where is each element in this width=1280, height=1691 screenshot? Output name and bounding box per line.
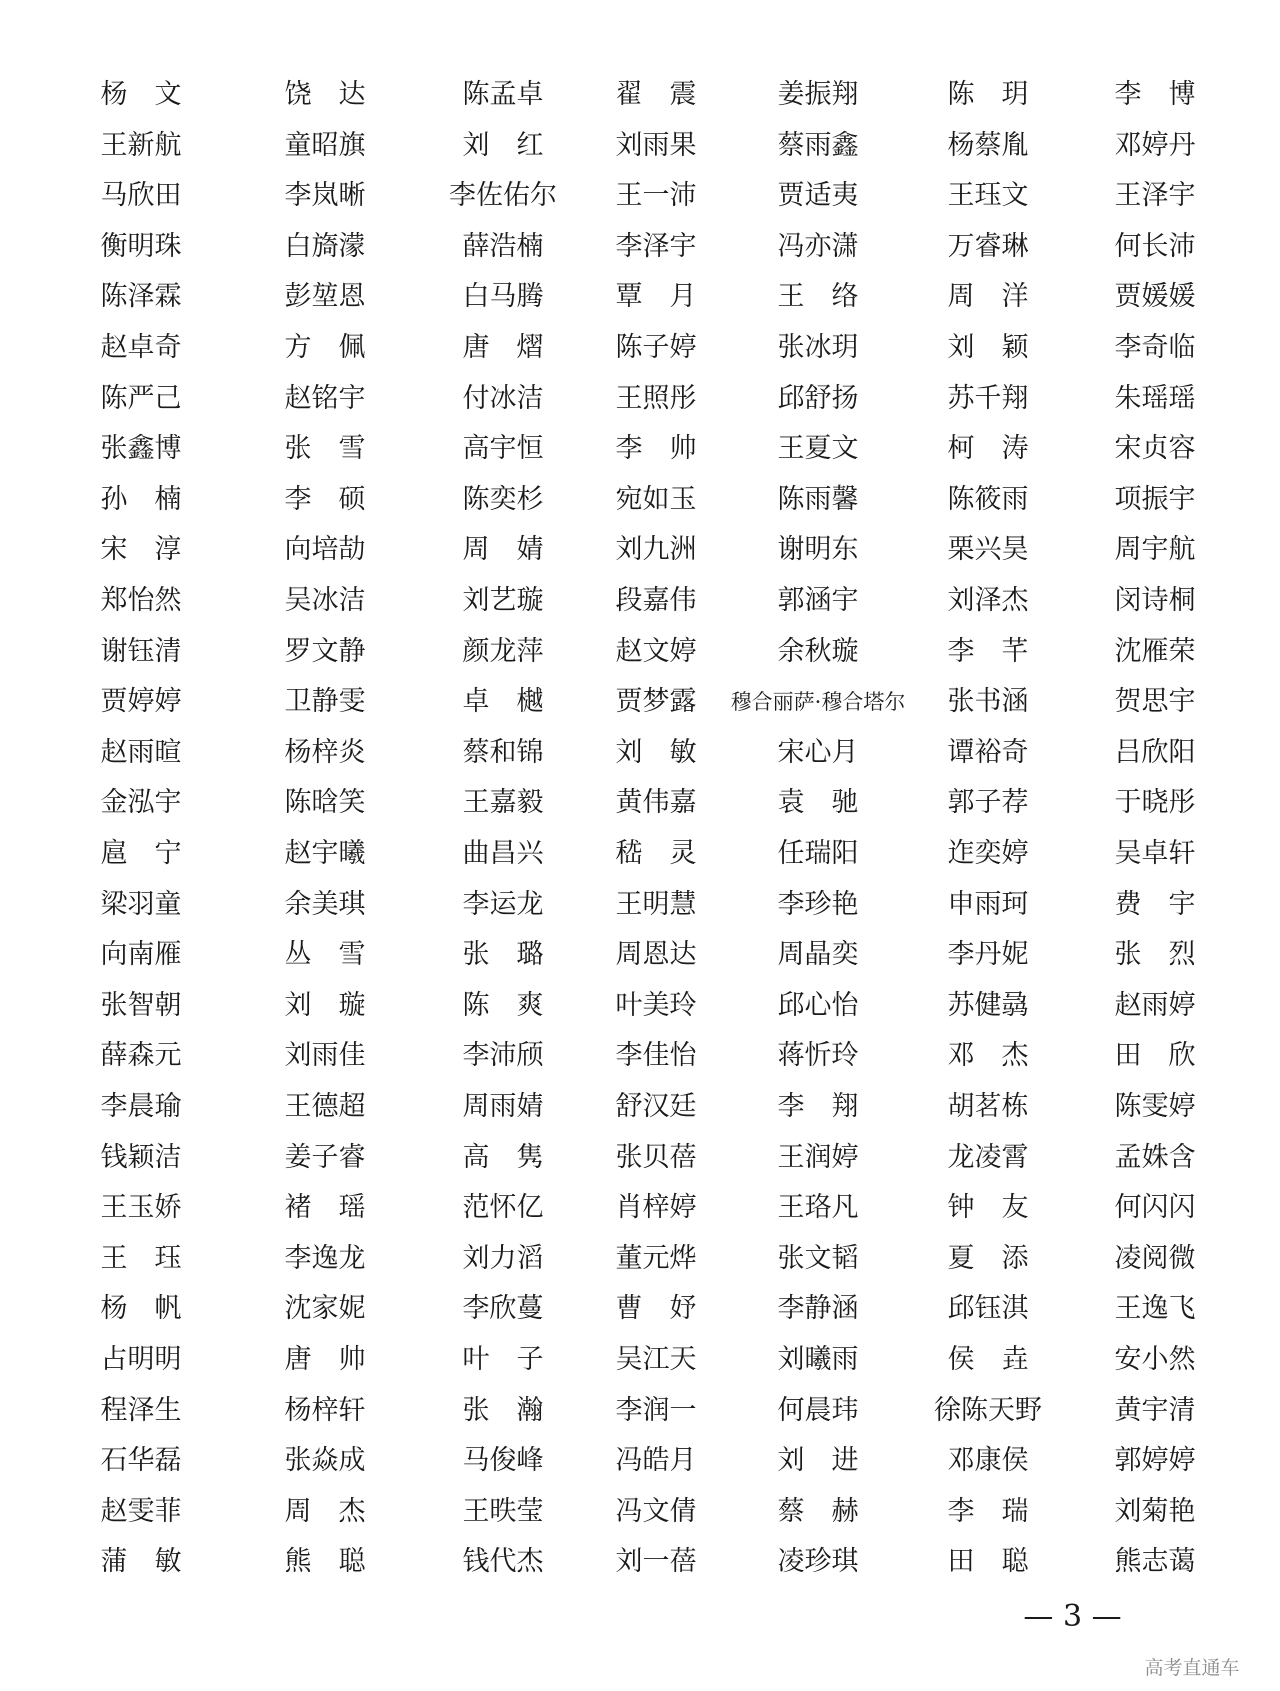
name-cell: 申雨珂 (947, 888, 1029, 920)
name-cell: 李 瑞 (947, 1495, 1029, 1527)
name-cell: 唐 熠 (462, 332, 544, 363)
name-cell: 陈 爽 (462, 989, 544, 1021)
name-cell: 王 络 (777, 281, 859, 313)
name-cell: 丛 雪 (284, 939, 366, 971)
name-row (0, 1436, 1280, 1486)
name-cell: 谢钰清 (100, 635, 182, 667)
name-cell: 李欣蔓 (462, 1293, 544, 1325)
name-cell: 安小然 (1114, 1344, 1196, 1375)
name-cell: 陈严己 (100, 382, 182, 414)
name-cell: 杨蔡胤 (947, 129, 1029, 161)
name-cell: 卓 樾 (462, 686, 544, 718)
name-cell: 刘雨佳 (284, 1040, 366, 1072)
name-cell: 扈 宁 (100, 838, 182, 869)
name-cell: 李 博 (1114, 79, 1196, 110)
name-cell: 周宇航 (1114, 534, 1196, 566)
name-cell: 彭堃恩 (284, 281, 366, 313)
name-row (0, 1183, 1280, 1233)
name-cell: 刘艺璇 (462, 585, 544, 616)
name-cell: 余秋璇 (777, 635, 859, 667)
name-cell: 叶美玲 (615, 989, 697, 1021)
watermark: 高考直通车 (1144, 1657, 1240, 1679)
name-cell: 徐陈天野 (934, 1394, 1042, 1426)
name-cell: 张书涵 (947, 686, 1029, 718)
name-cell: 李逸龙 (284, 1242, 366, 1274)
name-row (0, 323, 1280, 373)
name-cell: 范怀亿 (462, 1192, 544, 1224)
name-row (0, 374, 1280, 424)
name-cell: 童昭旗 (284, 129, 366, 161)
name-cell: 罗文静 (284, 635, 366, 667)
name-cell: 周晶奕 (777, 939, 859, 971)
name-cell: 曹 妤 (615, 1293, 697, 1325)
name-cell: 蔡和锦 (462, 736, 544, 768)
name-cell: 刘九洲 (615, 534, 697, 566)
name-cell: 冯文倩 (615, 1495, 697, 1527)
name-cell: 王 珏 (100, 1242, 182, 1274)
name-cell: 陈泽霖 (100, 281, 182, 313)
name-cell: 石华磊 (100, 1445, 182, 1477)
name-cell: 白马腾 (462, 281, 544, 313)
name-row (0, 1284, 1280, 1334)
name-cell: 田 欣 (1114, 1040, 1196, 1072)
name-cell: 熊志蔼 (1114, 1546, 1196, 1578)
name-cell: 付冰洁 (462, 382, 544, 414)
name-cell: 刘力滔 (462, 1242, 544, 1274)
name-cell: 王照彤 (615, 382, 697, 414)
name-cell: 王德超 (284, 1091, 366, 1122)
name-cell: 薛浩楠 (462, 230, 544, 262)
name-cell: 蔡雨鑫 (777, 129, 859, 161)
name-cell: 刘 颖 (947, 332, 1029, 363)
name-cell: 王昳莹 (462, 1495, 544, 1527)
name-cell: 姜子睿 (284, 1141, 366, 1173)
name-cell: 王嘉毅 (462, 787, 544, 819)
name-cell: 于晓彤 (1114, 787, 1196, 819)
name-cell: 刘 红 (462, 129, 544, 161)
name-cell: 闵诗桐 (1114, 585, 1196, 616)
name-row (0, 1082, 1280, 1132)
name-cell: 周雨婧 (462, 1091, 544, 1122)
name-cell: 王明慧 (615, 888, 697, 920)
name-cell: 王新航 (100, 129, 182, 161)
name-cell: 熊 聪 (284, 1546, 366, 1578)
name-cell: 李静涵 (777, 1293, 859, 1325)
name-row (0, 70, 1280, 120)
name-cell: 陈筱雨 (947, 483, 1029, 515)
name-cell: 王珞凡 (777, 1192, 859, 1224)
name-cell: 李珍艳 (777, 888, 859, 920)
name-cell: 周 洋 (947, 281, 1029, 313)
name-cell: 张冰玥 (777, 332, 859, 363)
name-cell: 王泽宇 (1114, 180, 1196, 212)
name-cell: 邓婷丹 (1114, 129, 1196, 161)
name-cell: 卫静雯 (284, 686, 366, 718)
name-cell: 吕欣阳 (1114, 736, 1196, 768)
name-cell: 田 聪 (947, 1546, 1029, 1578)
name-cell: 姜振翔 (777, 79, 859, 110)
name-cell: 薛森元 (100, 1040, 182, 1072)
name-cell: 冯亦潇 (777, 230, 859, 262)
name-row (0, 1234, 1280, 1284)
name-cell: 何闪闪 (1114, 1192, 1196, 1224)
name-cell: 刘曦雨 (777, 1344, 859, 1375)
name-cell: 夏 添 (947, 1242, 1029, 1274)
name-cell: 张鑫博 (100, 433, 182, 465)
name-cell: 颜龙萍 (462, 635, 544, 667)
name-cell: 张智朝 (100, 989, 182, 1021)
name-cell: 段嘉伟 (615, 585, 697, 616)
name-cell: 谭裕奇 (947, 736, 1029, 768)
name-cell: 陈奕杉 (462, 483, 544, 515)
name-cell: 赵文婷 (615, 635, 697, 667)
name-row (0, 1335, 1280, 1385)
name-cell: 舒汉廷 (615, 1091, 697, 1122)
name-cell: 苏千翔 (947, 382, 1029, 414)
name-cell: 王珏文 (947, 180, 1029, 212)
name-row (0, 1031, 1280, 1081)
name-cell: 凌阅微 (1114, 1242, 1196, 1274)
name-cell: 柯 涛 (947, 433, 1029, 465)
name-cell: 赵宇曦 (284, 838, 366, 869)
name-cell: 贺思宇 (1114, 686, 1196, 718)
name-cell: 龙凌霄 (947, 1141, 1029, 1173)
name-cell: 陈孟卓 (462, 79, 544, 110)
name-row (0, 1537, 1280, 1587)
name-cell: 刘雨果 (615, 129, 697, 161)
name-cell: 蒲 敏 (100, 1546, 182, 1578)
name-cell: 衡明珠 (100, 230, 182, 262)
name-cell: 吴冰洁 (284, 585, 366, 616)
name-row (0, 627, 1280, 677)
name-cell: 褚 瑶 (284, 1192, 366, 1224)
name-cell: 杨 文 (100, 79, 182, 110)
page-number: — 3 — (1023, 1599, 1122, 1634)
name-cell: 胡茗栋 (947, 1091, 1029, 1122)
name-cell: 邱舒扬 (777, 382, 859, 414)
name-cell: 高宇恒 (462, 433, 544, 465)
name-cell: 李 芊 (947, 635, 1029, 667)
name-cell: 钟 友 (947, 1192, 1029, 1224)
name-cell: 冯皓月 (615, 1445, 697, 1477)
name-cell: 程泽生 (100, 1394, 182, 1426)
name-cell: 金泓宇 (100, 787, 182, 819)
name-cell: 陈晗笑 (284, 787, 366, 819)
name-cell: 宋贞容 (1114, 433, 1196, 465)
name-cell: 沈家妮 (284, 1293, 366, 1325)
name-cell: 张 瀚 (462, 1394, 544, 1426)
name-cell: 苏健骉 (947, 989, 1029, 1021)
name-cell: 宋心月 (777, 736, 859, 768)
name-row (0, 1133, 1280, 1183)
name-cell: 刘菊艳 (1114, 1495, 1196, 1527)
name-row (0, 778, 1280, 828)
name-cell: 白旖濛 (284, 230, 366, 262)
name-cell: 栗兴昊 (947, 534, 1029, 566)
name-cell: 凌珍琪 (777, 1546, 859, 1578)
name-row (0, 576, 1280, 626)
name-cell: 陈 玥 (947, 79, 1029, 110)
name-cell: 李润一 (615, 1394, 697, 1426)
name-cell: 孟姝含 (1114, 1141, 1196, 1173)
name-cell: 刘 进 (777, 1445, 859, 1477)
name-cell: 陈子婷 (615, 332, 697, 363)
name-cell: 赵雨婷 (1114, 989, 1196, 1021)
name-cell: 唐 帅 (284, 1344, 366, 1375)
name-cell: 刘泽杰 (947, 585, 1029, 616)
name-cell: 任瑞阳 (777, 838, 859, 869)
name-cell: 周 婧 (462, 534, 544, 566)
name-cell: 李沛颀 (462, 1040, 544, 1072)
name-cell: 李 翔 (777, 1091, 859, 1122)
name-cell: 沈雁荣 (1114, 635, 1196, 667)
name-cell: 杨梓轩 (284, 1394, 366, 1426)
name-cell: 邱心怡 (777, 989, 859, 1021)
name-cell: 曲昌兴 (462, 838, 544, 869)
name-cell: 邓康侯 (947, 1445, 1029, 1477)
name-cell: 赵雨暄 (100, 736, 182, 768)
name-cell: 陈雨馨 (777, 483, 859, 515)
name-cell: 郭婷婷 (1114, 1445, 1196, 1477)
name-cell: 李 硕 (284, 483, 366, 515)
name-cell: 郭涵宇 (777, 585, 859, 616)
name-cell: 项振宇 (1114, 483, 1196, 515)
name-cell: 李 帅 (615, 433, 697, 465)
name-cell: 杨 帆 (100, 1293, 182, 1325)
name-cell: 穆合丽萨·穆合塔尔 (730, 690, 906, 715)
name-row (0, 171, 1280, 221)
name-cell: 王夏文 (777, 433, 859, 465)
name-row (0, 475, 1280, 525)
name-cell: 饶 达 (284, 79, 366, 110)
name-cell: 董元烨 (615, 1242, 697, 1274)
name-cell: 陈雯婷 (1114, 1091, 1196, 1122)
name-cell: 张焱成 (284, 1445, 366, 1477)
name-cell: 张 烈 (1114, 939, 1196, 971)
name-cell: 方 佩 (284, 332, 366, 363)
name-cell: 肖梓婷 (615, 1192, 697, 1224)
name-cell: 翟 震 (615, 79, 697, 110)
name-cell: 覃 月 (615, 281, 697, 313)
name-cell: 刘 敏 (615, 736, 697, 768)
name-cell: 贾适夷 (777, 180, 859, 212)
name-row (0, 880, 1280, 930)
name-cell: 蔡 赫 (777, 1495, 859, 1527)
name-cell: 马俊峰 (462, 1445, 544, 1477)
name-row (0, 424, 1280, 474)
name-cell: 李奇临 (1114, 332, 1196, 363)
name-cell: 张 璐 (462, 939, 544, 971)
name-cell: 袁 驰 (777, 787, 859, 819)
name-cell: 蒋忻玲 (777, 1040, 859, 1072)
name-row (0, 829, 1280, 879)
name-cell: 郭子荐 (947, 787, 1029, 819)
name-cell: 朱瑶瑶 (1114, 382, 1196, 414)
name-cell: 张文韬 (777, 1242, 859, 1274)
name-cell: 侯 垚 (947, 1344, 1029, 1375)
name-cell: 何长沛 (1114, 230, 1196, 262)
name-cell: 孙 楠 (100, 483, 182, 515)
name-row (0, 728, 1280, 778)
name-cell: 谢明东 (777, 534, 859, 566)
name-cell: 钱颖洁 (100, 1141, 182, 1173)
name-cell: 王一沛 (615, 180, 697, 212)
name-row (0, 1386, 1280, 1436)
name-cell: 李运龙 (462, 888, 544, 920)
name-cell: 宛如玉 (615, 483, 697, 515)
name-cell: 钱代杰 (462, 1546, 544, 1578)
name-cell: 何晨玮 (777, 1394, 859, 1426)
name-cell: 吴江天 (615, 1344, 697, 1375)
name-cell: 邓 杰 (947, 1040, 1029, 1072)
name-cell: 李丹妮 (947, 939, 1029, 971)
name-cell: 杨梓炎 (284, 736, 366, 768)
name-cell: 赵铭宇 (284, 382, 366, 414)
name-cell: 叶 子 (462, 1344, 544, 1375)
name-cell: 王润婷 (777, 1141, 859, 1173)
name-cell: 张 雪 (284, 433, 366, 465)
name-cell: 邱钰淇 (947, 1293, 1029, 1325)
name-cell: 向培劼 (284, 534, 366, 566)
name-cell: 马欣田 (100, 180, 182, 212)
name-cell: 贾婷婷 (100, 686, 182, 718)
name-cell: 嵇 灵 (615, 838, 697, 869)
name-row (0, 121, 1280, 171)
name-cell: 向南雁 (100, 939, 182, 971)
name-cell: 贾媛媛 (1114, 281, 1196, 313)
name-row (0, 525, 1280, 575)
name-row (0, 222, 1280, 272)
name-cell: 李岚晰 (284, 180, 366, 212)
name-cell: 宋 淳 (100, 534, 182, 566)
name-cell: 占明明 (100, 1344, 182, 1375)
name-cell: 王逸飞 (1114, 1293, 1196, 1325)
name-cell: 刘一蓓 (615, 1546, 697, 1578)
name-cell: 余美琪 (284, 888, 366, 920)
name-cell: 李泽宇 (615, 230, 697, 262)
name-cell: 费 宇 (1114, 888, 1196, 920)
name-cell: 赵雯菲 (100, 1495, 182, 1527)
name-cell: 万睿琳 (947, 230, 1029, 262)
name-cell: 贾梦露 (615, 686, 697, 718)
name-cell: 高 隽 (462, 1141, 544, 1173)
name-cell: 李晨瑜 (100, 1091, 182, 1122)
name-cell: 黄宇清 (1114, 1394, 1196, 1426)
name-row (0, 272, 1280, 322)
name-cell: 李佐佑尔 (449, 180, 557, 212)
name-row (0, 677, 1280, 727)
name-cell: 刘 璇 (284, 989, 366, 1021)
name-cell: 吴卓轩 (1114, 838, 1196, 869)
name-cell: 迮奕婷 (947, 838, 1029, 869)
name-cell: 赵卓奇 (100, 332, 182, 363)
name-cell: 梁羽童 (100, 888, 182, 920)
name-cell: 黄伟嘉 (615, 787, 697, 819)
name-cell: 李佳怡 (615, 1040, 697, 1072)
name-cell: 周恩达 (615, 939, 697, 971)
name-row (0, 981, 1280, 1031)
name-row (0, 1487, 1280, 1537)
name-cell: 郑怡然 (100, 585, 182, 616)
name-row (0, 930, 1280, 980)
name-cell: 周 杰 (284, 1495, 366, 1527)
name-cell: 张贝蓓 (615, 1141, 697, 1173)
name-cell: 王玉娇 (100, 1192, 182, 1224)
